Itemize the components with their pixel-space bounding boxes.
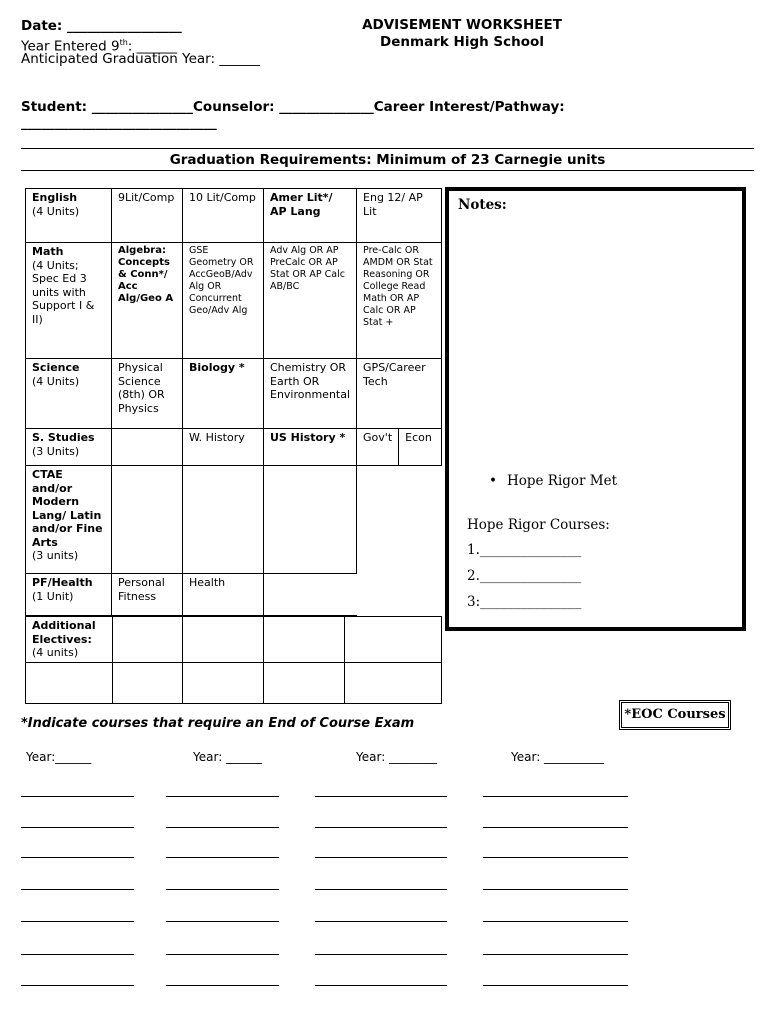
requirements-table bbox=[25, 188, 442, 616]
year-1-course-line[interactable] bbox=[21, 889, 134, 890]
table-row-math bbox=[26, 243, 442, 359]
eoc-courses-box: *EOC Courses bbox=[619, 700, 731, 730]
english-label-cell bbox=[26, 189, 112, 243]
year-3-course-line[interactable] bbox=[315, 827, 447, 828]
year-1-course-line[interactable] bbox=[21, 857, 134, 858]
year-3-course-line[interactable] bbox=[315, 921, 447, 922]
year-1-course-line[interactable] bbox=[21, 796, 134, 797]
ctae-title: CTAE and/or Modern Lang/ Latin and/or Fine Arts bbox=[32, 468, 103, 549]
science-course-1[interactable]: Physical Science (8th) OR Physics bbox=[112, 359, 183, 429]
social-course-4a[interactable]: Gov't bbox=[357, 429, 399, 466]
year-2-course-line[interactable] bbox=[166, 796, 279, 797]
ctae-course-2[interactable] bbox=[183, 466, 264, 574]
year-4-course-line[interactable] bbox=[483, 796, 628, 797]
science-label-cell bbox=[26, 359, 112, 429]
year-3-course-line[interactable] bbox=[315, 857, 447, 858]
year-4-course-line[interactable] bbox=[483, 889, 628, 890]
eoc-note: *Indicate courses that require an End of Course Exam bbox=[21, 716, 415, 731]
ctae-units: (3 units) bbox=[32, 549, 79, 562]
year-4-course-line[interactable] bbox=[483, 827, 628, 828]
divider-top bbox=[21, 148, 754, 149]
science-course-4[interactable]: GPS/Career Tech bbox=[357, 359, 442, 429]
year-1-course-line[interactable] bbox=[21, 921, 134, 922]
year-3-course-line[interactable] bbox=[315, 954, 447, 955]
math-course-1[interactable]: Algebra: Concepts & Conn*/ Acc Alg/Geo A bbox=[112, 243, 183, 359]
elective-course-6[interactable] bbox=[183, 662, 264, 703]
health-course-1[interactable]: Personal Fitness bbox=[112, 574, 183, 616]
social-course-3[interactable]: US History * bbox=[264, 429, 357, 466]
year-label-1[interactable]: Year:______ bbox=[26, 750, 92, 764]
math-units: (4 Units; Spec Ed 3 units with Support I & II) bbox=[32, 258, 95, 326]
bullet-icon: • bbox=[489, 473, 497, 489]
elective-course-8[interactable] bbox=[345, 662, 442, 703]
social-title: S. Studies bbox=[32, 431, 95, 444]
year-3-course-line[interactable] bbox=[315, 985, 447, 986]
elective-course-1[interactable] bbox=[113, 617, 183, 663]
electives-table bbox=[25, 616, 442, 704]
year-4-course-line[interactable] bbox=[483, 954, 628, 955]
table-row-electives bbox=[26, 617, 442, 663]
social-course-1[interactable] bbox=[112, 429, 183, 466]
electives-title: Additional Electives: bbox=[32, 619, 96, 646]
elective-empty-label[interactable] bbox=[26, 662, 113, 703]
ctae-course-1[interactable] bbox=[112, 466, 183, 574]
electives-units: (4 units) bbox=[32, 646, 79, 659]
requirements-title: Graduation Requirements bbox=[169, 152, 367, 168]
hope-rigor-course-3[interactable]: 3:_______________ bbox=[467, 594, 582, 610]
table-row-electives-2 bbox=[26, 662, 442, 703]
social-label-cell bbox=[26, 429, 112, 466]
notes-title: Notes: bbox=[458, 197, 507, 213]
year-2-course-line[interactable] bbox=[166, 827, 279, 828]
social-course-2[interactable]: W. History bbox=[183, 429, 264, 466]
year-label-4[interactable]: Year: __________ bbox=[511, 750, 605, 764]
science-units: (4 Units) bbox=[32, 374, 80, 388]
ctae-course-3[interactable] bbox=[264, 466, 357, 574]
table-row-social-studies bbox=[26, 429, 442, 466]
year-3-course-line[interactable] bbox=[315, 889, 447, 890]
year-4-course-line[interactable] bbox=[483, 985, 628, 986]
table-row-health bbox=[26, 574, 442, 616]
hope-rigor-met: Hope Rigor Met bbox=[506, 473, 618, 489]
math-course-3[interactable]: Adv Alg OR AP PreCalc OR AP Stat OR AP Calc AB/BC bbox=[264, 243, 357, 359]
science-course-2[interactable]: Biology * bbox=[183, 359, 264, 429]
year-entered-sup: th bbox=[119, 38, 128, 47]
electives-label-cell bbox=[26, 617, 113, 663]
elective-course-4[interactable] bbox=[345, 617, 442, 663]
year-1-course-line[interactable] bbox=[21, 827, 134, 828]
health-course-2[interactable]: Health bbox=[183, 574, 264, 616]
student-line: Student: _______________Counselor: ______________Career Interest/Pathway: bbox=[21, 99, 565, 115]
year-4-course-line[interactable] bbox=[483, 857, 628, 858]
year-1-course-line[interactable] bbox=[21, 985, 134, 986]
math-title: Math bbox=[32, 245, 64, 258]
year-1-course-line[interactable] bbox=[21, 954, 134, 955]
date-field: Date: _________________ bbox=[21, 18, 182, 34]
year-label-2[interactable]: Year: ______ bbox=[193, 750, 263, 764]
health-units: (1 Unit) bbox=[32, 589, 74, 603]
elective-course-5[interactable] bbox=[113, 662, 183, 703]
math-course-2[interactable]: GSE Geometry OR AccGeoB/Adv Alg OR Concurrent Geo/Adv Alg bbox=[183, 243, 264, 359]
requirements-heading bbox=[21, 152, 754, 168]
ctae-empty bbox=[357, 466, 442, 574]
elective-course-2[interactable] bbox=[183, 617, 264, 663]
year-label-3[interactable]: Year: ________ bbox=[356, 750, 438, 764]
english-course-1[interactable]: 9Lit/Comp bbox=[112, 189, 183, 243]
english-title: English bbox=[32, 191, 78, 204]
year-2-course-line[interactable] bbox=[166, 985, 279, 986]
math-label-cell bbox=[26, 243, 112, 359]
social-units: (3 Units) bbox=[32, 444, 80, 458]
table-row-ctae bbox=[26, 466, 442, 574]
science-title: Science bbox=[32, 361, 80, 374]
english-units: (4 Units) bbox=[32, 204, 80, 218]
ctae-label-cell bbox=[26, 466, 112, 574]
health-label-cell bbox=[26, 574, 112, 616]
social-course-4b[interactable]: Econ bbox=[399, 429, 442, 466]
worksheet-title: ADVISEMENT WORKSHEET bbox=[362, 17, 562, 33]
health-course-3[interactable] bbox=[264, 574, 357, 616]
english-course-4[interactable]: Eng 12/ AP Lit bbox=[357, 189, 442, 243]
graduation-year-field: Anticipated Graduation Year: ______ bbox=[21, 51, 260, 67]
year-3-course-line[interactable] bbox=[315, 796, 447, 797]
math-course-4[interactable]: Pre-Calc OR AMDM OR Stat Reasoning OR College Read Math OR AP Calc OR AP Stat + bbox=[357, 243, 442, 359]
english-course-2[interactable]: 10 Lit/Comp bbox=[183, 189, 264, 243]
elective-course-7[interactable] bbox=[264, 662, 345, 703]
school-name: Denmark High School bbox=[380, 34, 544, 50]
year-2-course-line[interactable] bbox=[166, 857, 279, 858]
hope-rigor-course-1[interactable]: 1._______________ bbox=[467, 542, 582, 558]
hope-rigor-courses-label: Hope Rigor Courses: bbox=[467, 517, 610, 533]
health-empty bbox=[357, 574, 442, 616]
year-4-course-line[interactable] bbox=[483, 921, 628, 922]
english-course-3[interactable]: Amer Lit*/ AP Lang bbox=[264, 189, 357, 243]
year-entered-prefix: Year Entered 9 bbox=[21, 38, 120, 55]
notes-box[interactable] bbox=[445, 187, 746, 631]
divider-bottom bbox=[21, 170, 754, 171]
hope-rigor-course-2[interactable]: 2._______________ bbox=[467, 568, 582, 584]
table-row-english bbox=[26, 189, 442, 243]
table-row-science bbox=[26, 359, 442, 429]
health-title: PF/Health bbox=[32, 576, 93, 589]
requirements-suffix: : Minimum of 23 Carnegie units bbox=[366, 152, 606, 168]
year-entered-suffix: : ______ bbox=[127, 38, 178, 55]
science-course-3[interactable]: Chemistry OR Earth OR Environmental bbox=[264, 359, 357, 429]
hope-rigor-bullet bbox=[489, 473, 617, 489]
elective-course-3[interactable] bbox=[264, 617, 345, 663]
year-2-course-line[interactable] bbox=[166, 954, 279, 955]
year-2-course-line[interactable] bbox=[166, 921, 279, 922]
student-line-continued: _____________________________ bbox=[21, 115, 217, 131]
year-2-course-line[interactable] bbox=[166, 889, 279, 890]
